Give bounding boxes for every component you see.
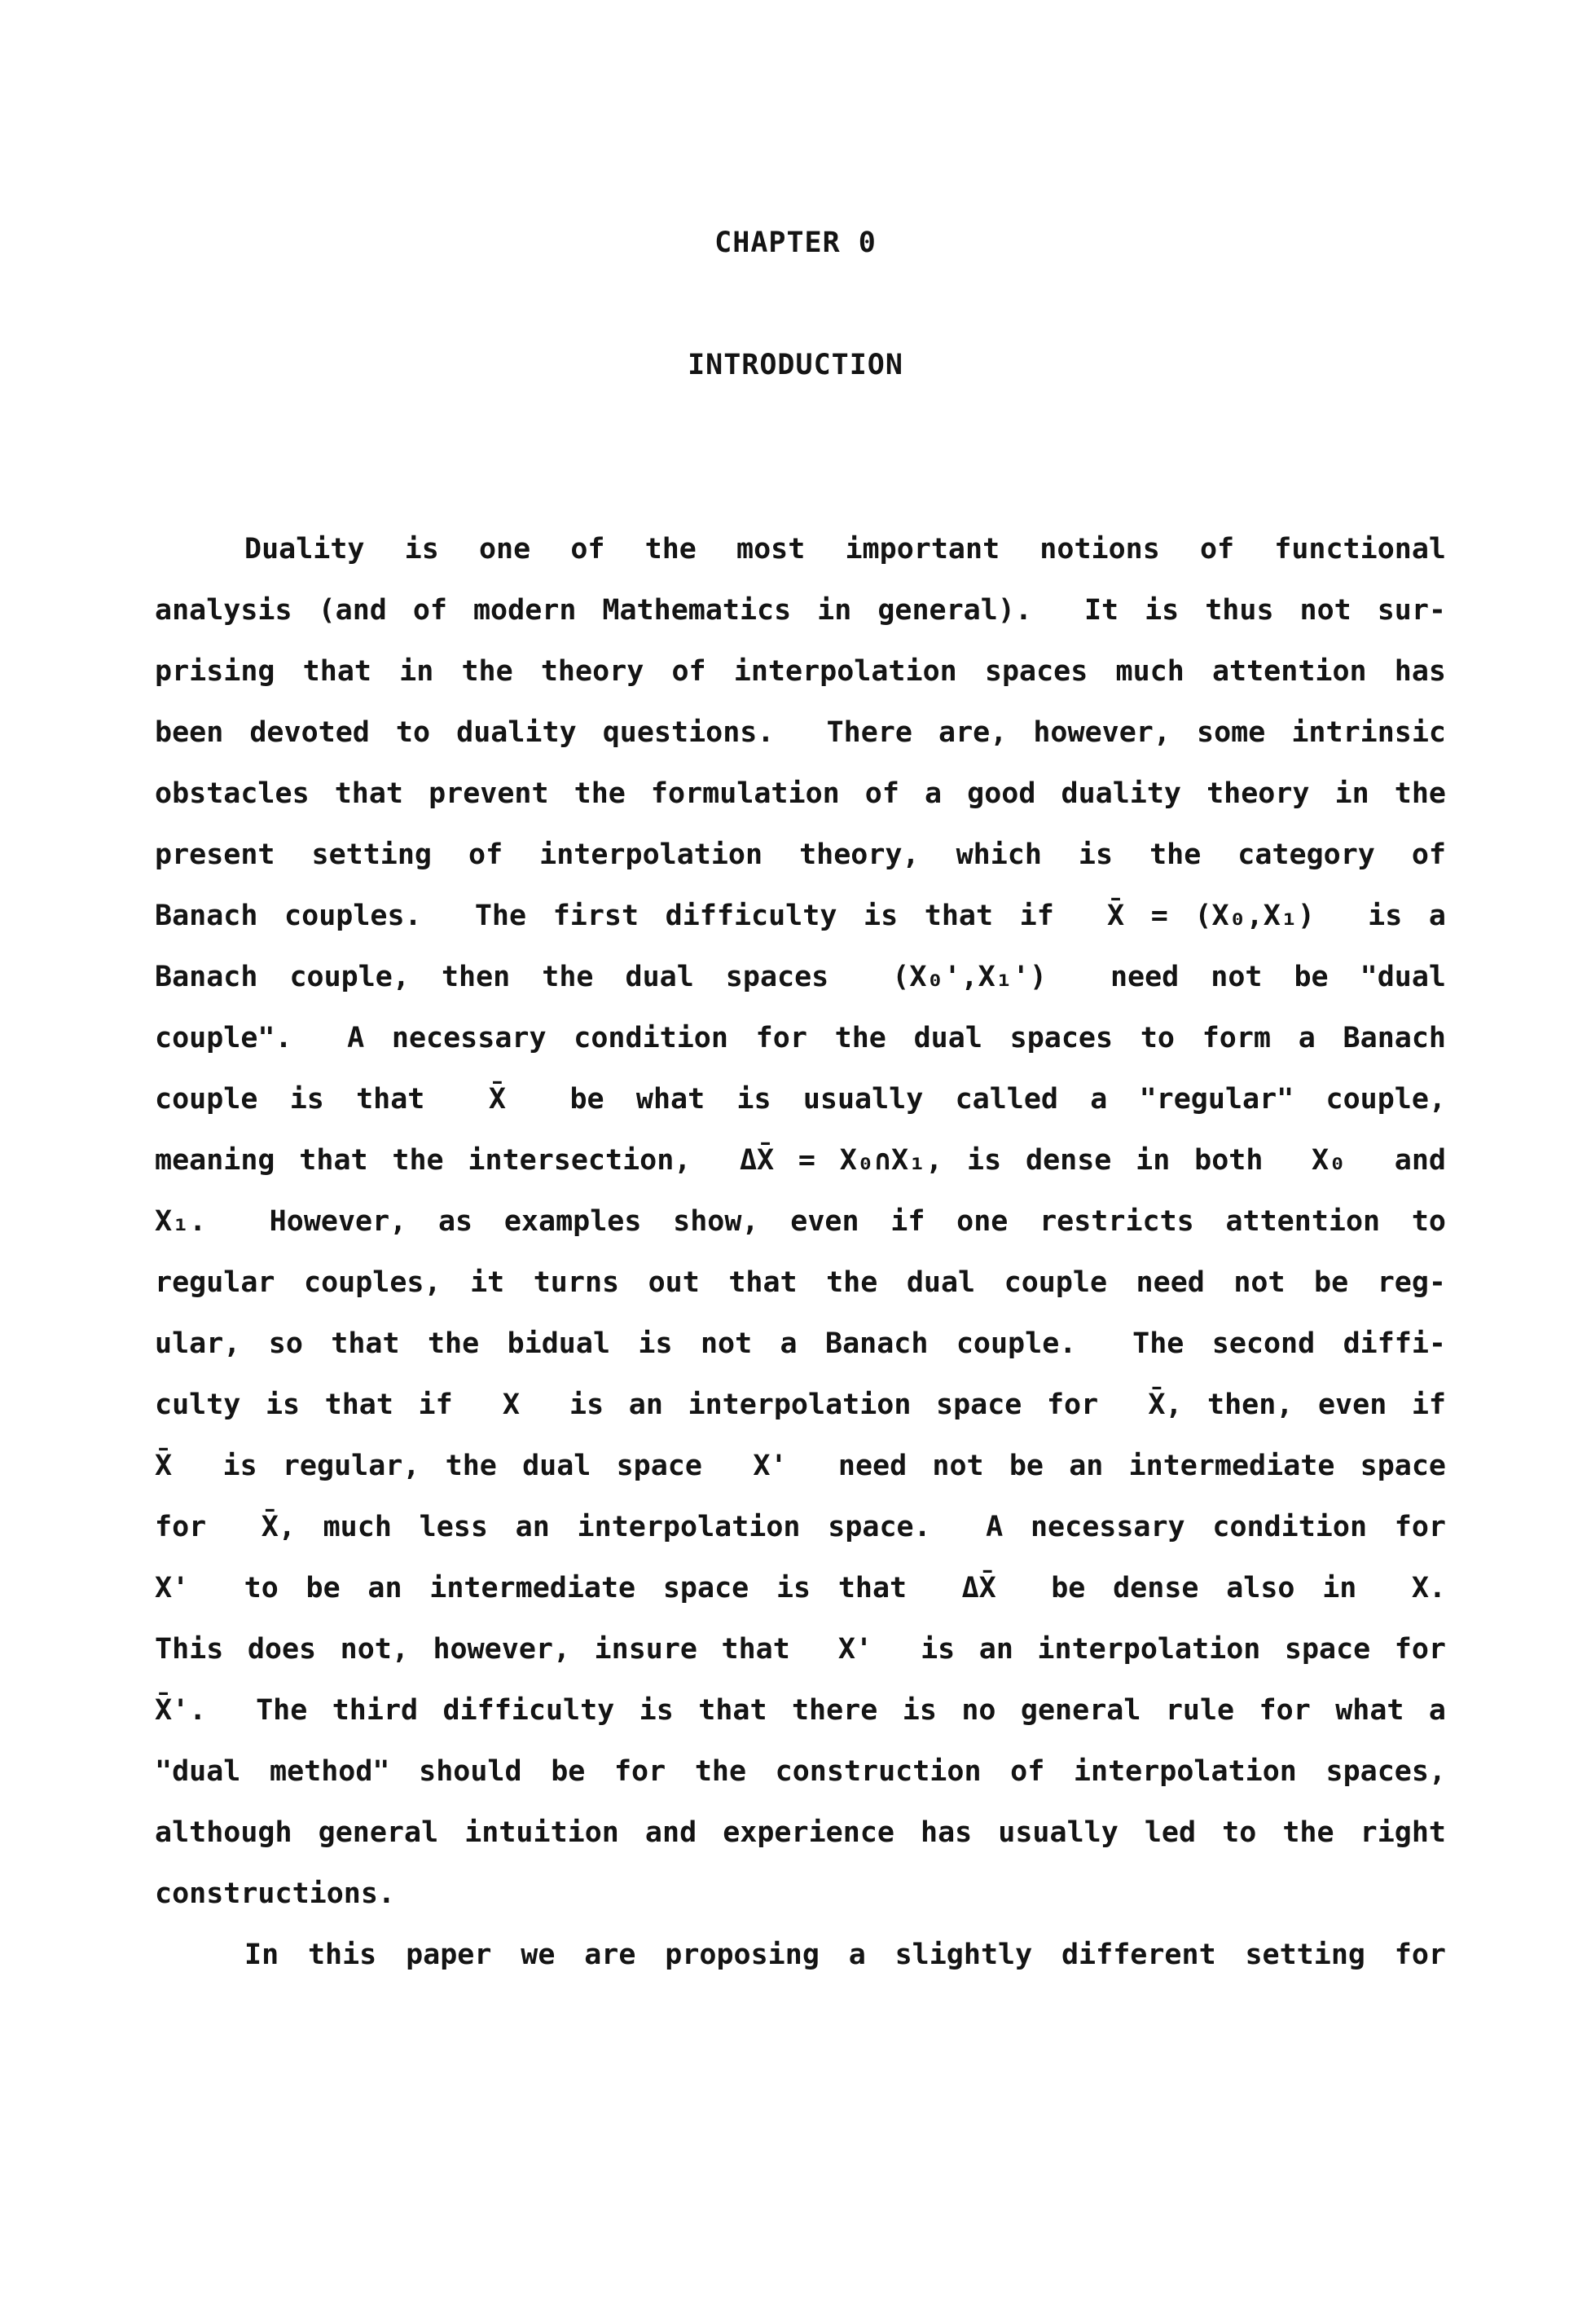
text-line: present setting of interpolation theory, which is the category of	[155, 838, 1446, 871]
section-title: INTRODUCTION	[688, 349, 903, 381]
text-line: X̄ is regular, the dual space X' need not be an intermediate space	[155, 1450, 1446, 1482]
text-line: been devoted to duality questions. There are, however, some intrinsic	[155, 716, 1446, 749]
text-line: X₁. However, as examples show, even if one restricts attention to	[155, 1205, 1446, 1238]
text-line: regular couples, it turns out that the dual couple need not be reg-	[155, 1266, 1446, 1299]
text-line: culty is that if X is an interpolation space for X̄, then, even if	[155, 1389, 1446, 1421]
text-line: ular, so that the bidual is not a Banach couple. The second diffi-	[155, 1327, 1446, 1360]
text-line: "dual method" should be for the construction of interpolation spaces,	[155, 1755, 1446, 1788]
text-line: X̄'. The third difficulty is that there is no general rule for what a	[155, 1694, 1446, 1727]
text-line: Duality is one of the most important notions of functional	[244, 533, 1446, 566]
text-line: couple". A necessary condition for the dual spaces to form a Banach	[155, 1022, 1446, 1054]
chapter-heading: CHAPTER 0	[714, 227, 877, 259]
text-line: prising that in the theory of interpolation spaces much attention has	[155, 655, 1446, 688]
text-line: for X̄, much less an interpolation space. A necessary condition for	[155, 1511, 1446, 1543]
text-line: This does not, however, insure that X' is an interpolation space for	[155, 1633, 1446, 1666]
text-line: Banach couple, then the dual spaces (X₀',X₁') need not be "dual	[155, 961, 1446, 993]
text-line: In this paper we are proposing a slightly different setting for	[244, 1939, 1446, 1971]
text-line: meaning that the intersection, ΔX̄ = X₀∩X₁, is dense in both X₀ and	[155, 1144, 1446, 1177]
text-line: Banach couples. The first difficulty is that if X̄ = (X₀,X₁) is a	[155, 900, 1446, 932]
text-line: obstacles that prevent the formulation of a good duality theory in the	[155, 777, 1446, 810]
text-line: couple is that X̄ be what is usually called a "regular" couple,	[155, 1083, 1446, 1116]
text-line: X' to be an intermediate space is that ΔX̄ be dense also in X.	[155, 1572, 1446, 1604]
text-line: constructions.	[155, 1877, 396, 1910]
text-line: although general intuition and experience has usually led to the right	[155, 1816, 1446, 1849]
text-line: analysis (and of modern Mathematics in general). It is thus not sur-	[155, 594, 1446, 627]
